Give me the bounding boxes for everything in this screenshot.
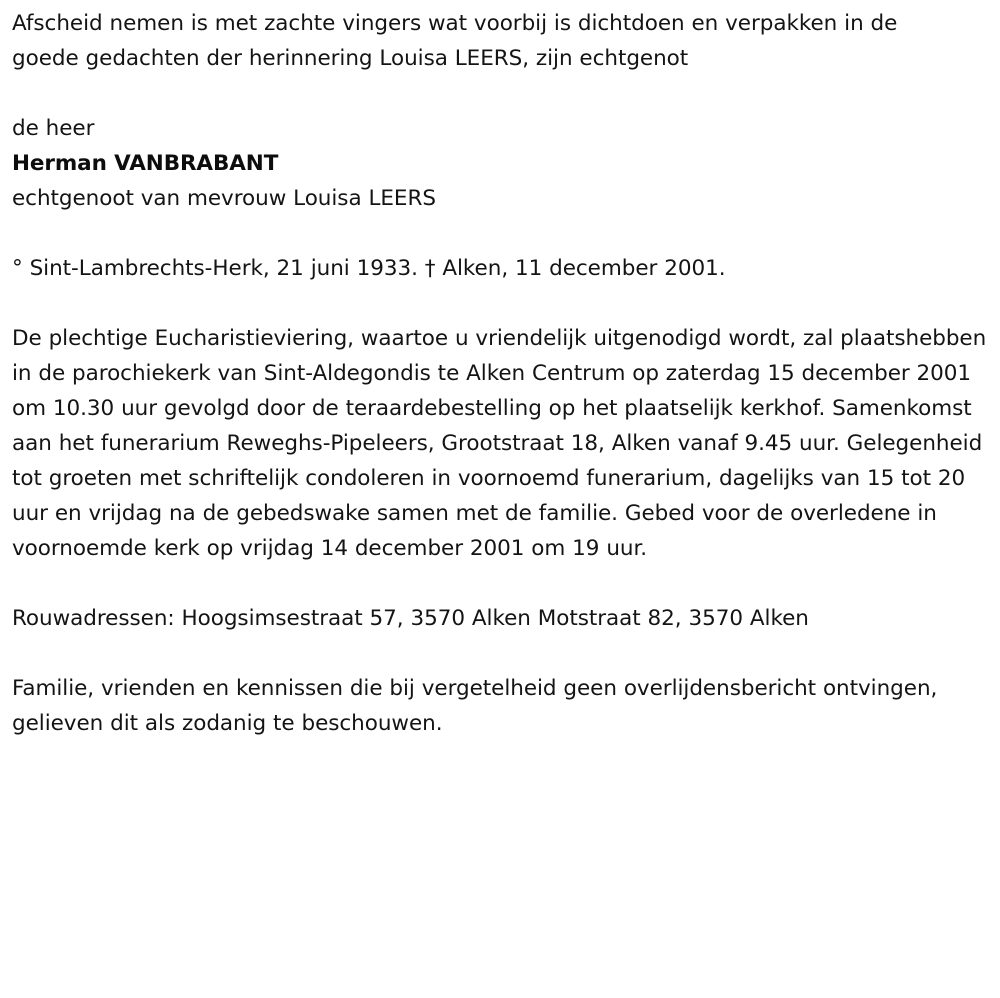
salutation-line: de heer <box>12 116 95 141</box>
spacer-before-closing <box>12 636 992 671</box>
deceased-name: Herman VANBRABANT <box>12 151 279 176</box>
spouse-line: echtgenoot van mevrouw Louisa LEERS <box>12 186 436 211</box>
mourning-addresses: Rouwadressen: Hoogsimsestraat 57, 3570 Alken Motstraat 82, 3570 Alken <box>12 606 809 631</box>
spacer-after-intro <box>12 76 992 111</box>
spacer-before-ceremony <box>12 286 992 321</box>
spacer-before-dates <box>12 216 992 251</box>
intro-paragraph: Afscheid nemen is met zachte vingers wat voorbij is dichtdoen en verpakken in de goede gedachten der herinnering Louisa LEERS, zijn echtgenot <box>12 11 898 71</box>
birth-death-dates: ° Sint-Lambrechts-Herk, 21 juni 1933. † Alken, 11 december 2001. <box>12 256 726 281</box>
ceremony-details-paragraph: De plechtige Eucharistieviering, waartoe u vriendelijk uitgenodigd wordt, zal plaatshebben in de parochiekerk van Sint-Aldegondis te Alken Centrum op zaterdag 15 december 2001 om 10.30 uur gevolgd door de teraardebestelling op het plaatselijk kerkhof. Samenkomst aan het funerarium Reweghs-Pipeleers, Grootstraat 18, Alken vanaf 9.45 uur. Gelegenheid tot groeten met schriftelijk condoleren in voornoemd funerarium, dagelijks van 15 tot 20 uur en vrijdag na de gebedswake samen met de familie. Gebed voor de overledene in voornoemde kerk op vrijdag 14 december 2001 om 19 uur. <box>12 326 987 561</box>
closing-paragraph: Familie, vrienden en kennissen die bij vergetelheid geen overlijdensbericht ontvingen, gelieven dit als zodanig te beschouwen. <box>12 676 938 736</box>
spacer-before-addresses <box>12 566 992 601</box>
